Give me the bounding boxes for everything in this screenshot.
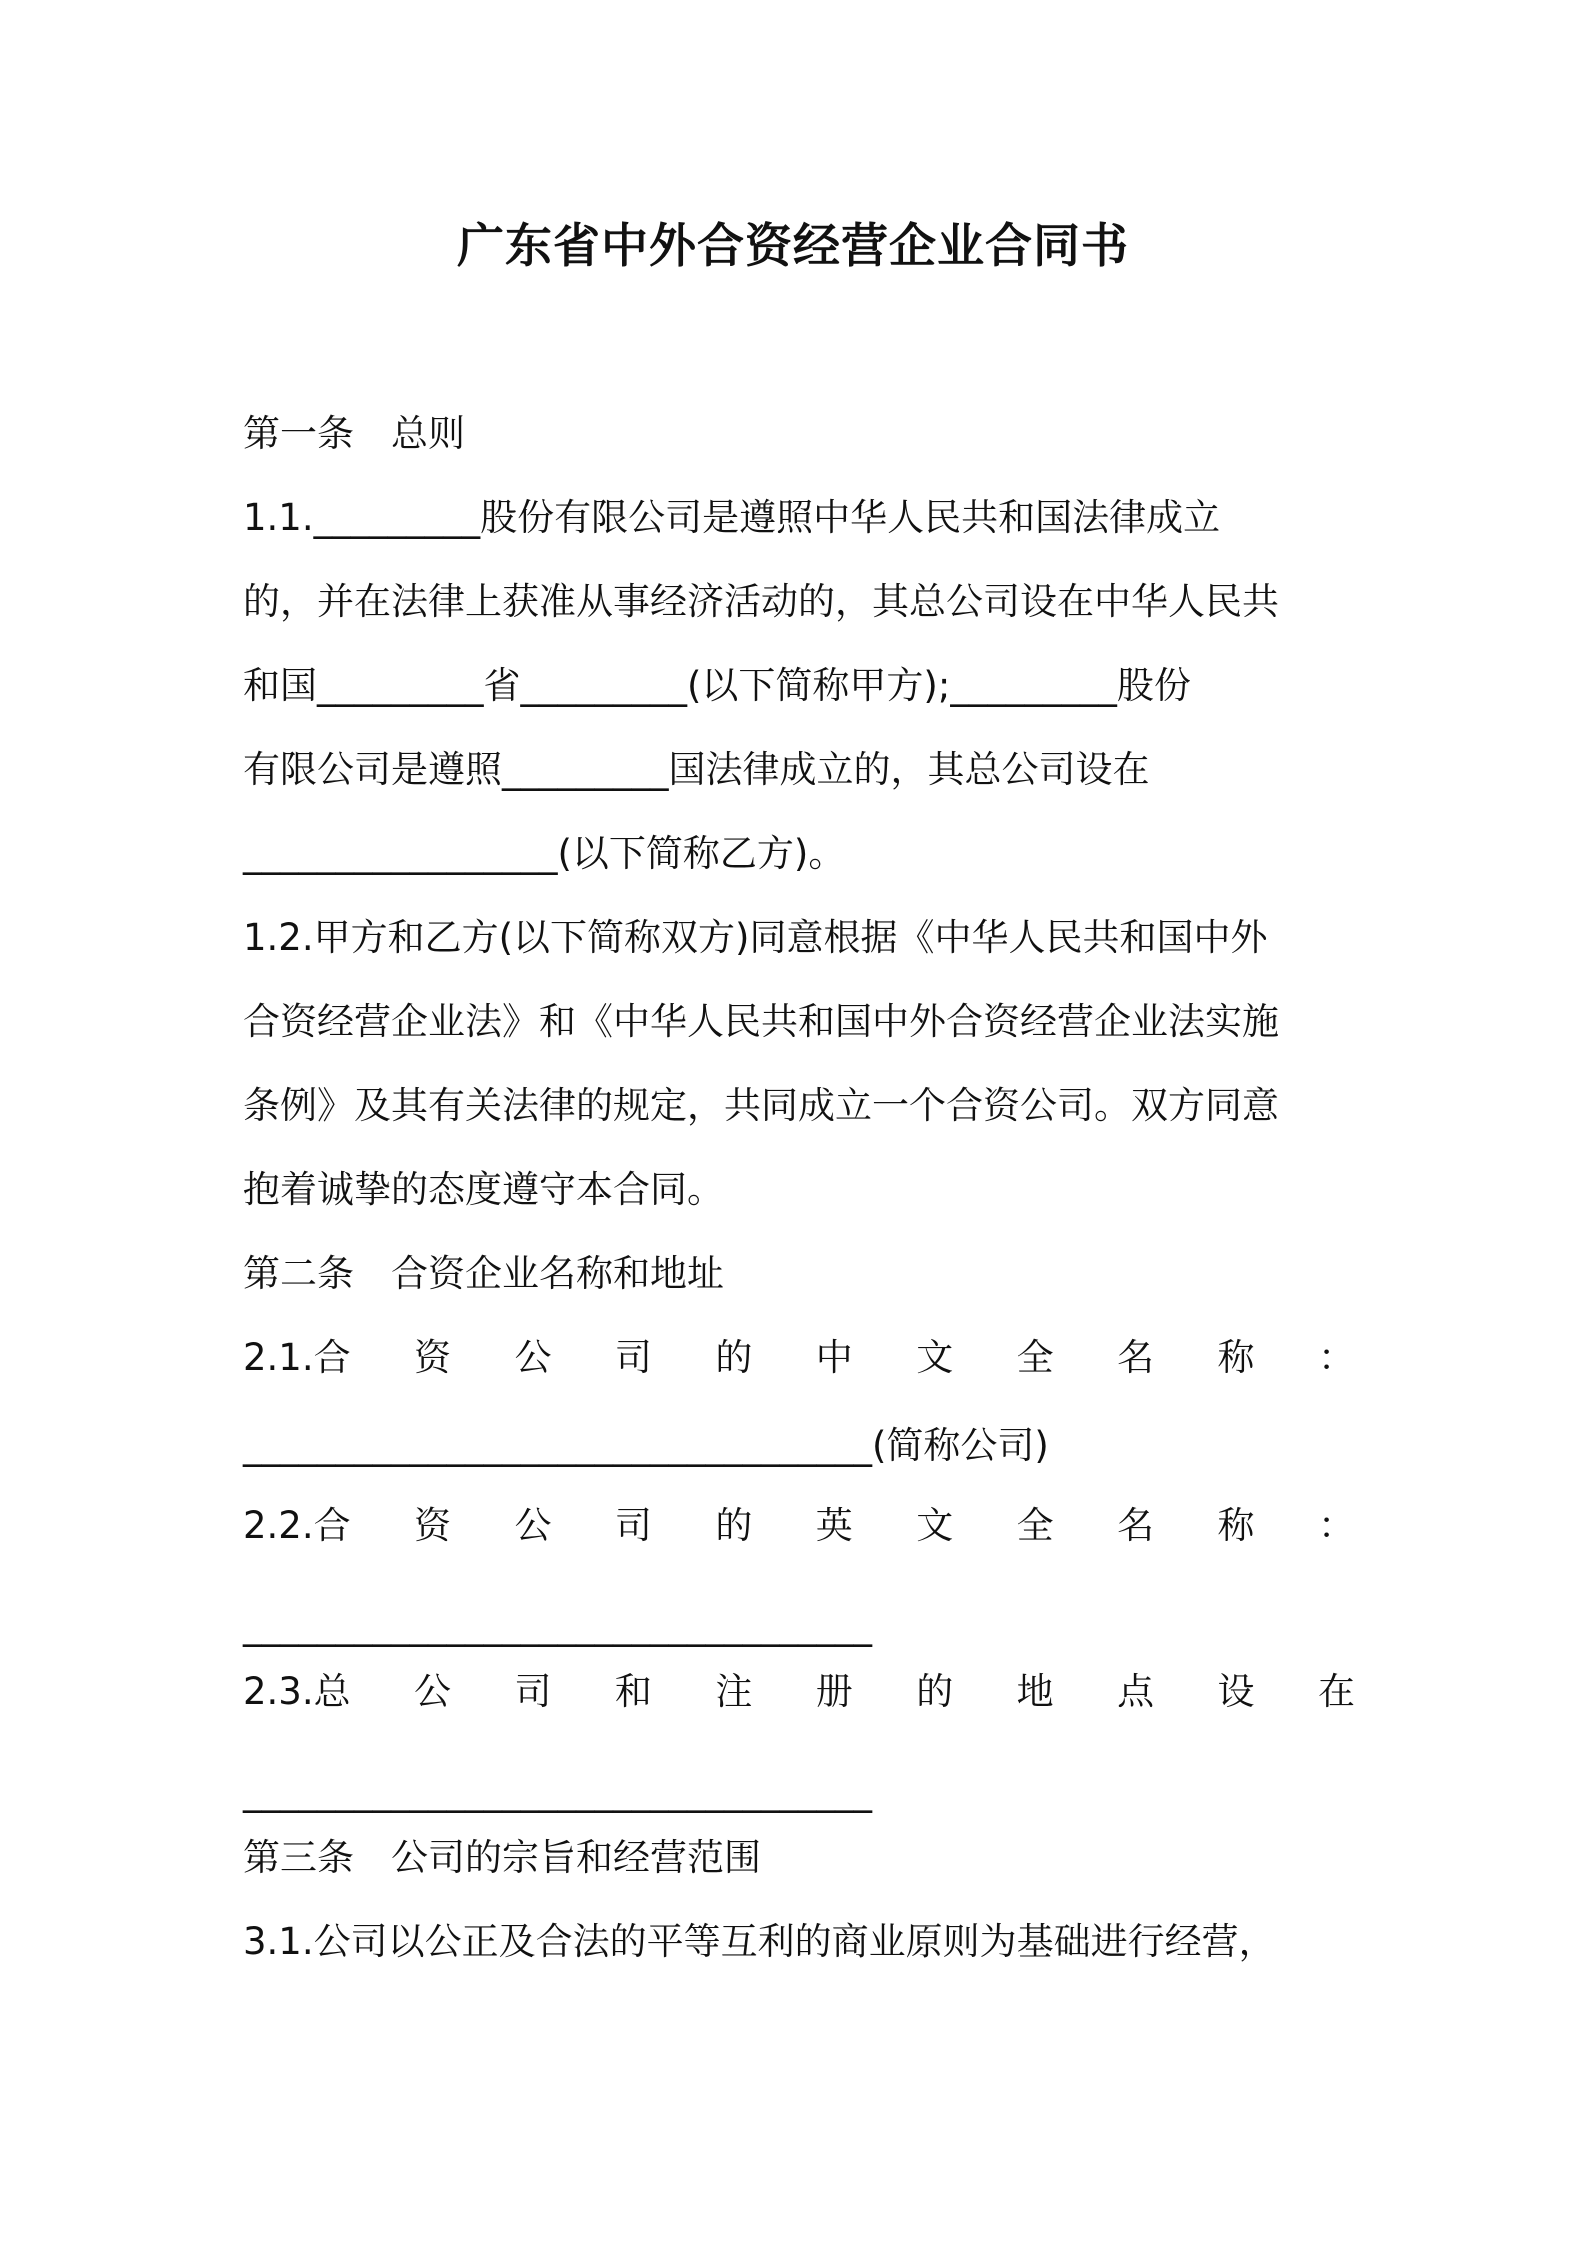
article-3-heading: 第三条 公司的宗旨和经营范围 (243, 1836, 761, 1879)
clause-1-2-line-4: 抱着诚挚的态度遵守本合同。 (243, 1168, 724, 1211)
word: 公 (514, 1504, 552, 1547)
word: 的 (715, 1336, 753, 1379)
word: 的 (715, 1504, 753, 1547)
word: 司 (614, 1336, 652, 1379)
clause-2-2-label (243, 1490, 1355, 1562)
word: 名 (1117, 1504, 1155, 1547)
word: 称 (1217, 1336, 1255, 1379)
word: 2.1.合 (243, 1336, 351, 1379)
word: 资 (414, 1336, 452, 1379)
word: 点 (1117, 1670, 1155, 1713)
clause-2-1-blank: __________________________________(简称公司) (243, 1424, 1049, 1467)
word: 司 (614, 1504, 652, 1547)
word: 的 (916, 1670, 954, 1713)
document-title: 广东省中外合资经营企业合同书 (457, 219, 1129, 274)
word: ： (1317, 1504, 1355, 1547)
clause-1-2-line-2: 合资经营企业法》和《中华人民共和国中外合资经营企业法实施 (243, 1000, 1279, 1043)
word: 和 (614, 1670, 652, 1713)
word: 公 (414, 1670, 452, 1713)
clause-1-1-line-3: 和国_________省_________(以下简称甲方);_________股份 (243, 664, 1191, 707)
word: 名 (1117, 1336, 1155, 1379)
word: 全 (1016, 1336, 1054, 1379)
word: 在 (1317, 1670, 1355, 1713)
clause-1-1-line-5: _________________(以下简称乙方)。 (243, 832, 846, 875)
clause-2-3-blank: __________________________________ (243, 1770, 872, 1813)
clause-3-1-line-1: 3.1.公司以公正及合法的平等互利的商业原则为基础进行经营， (243, 1920, 1276, 1963)
clause-1-2-line-3: 条例》及其有关法律的规定，共同成立一个合资公司。双方同意 (243, 1084, 1279, 1127)
article-2-heading: 第二条 合资企业名称和地址 (243, 1252, 724, 1295)
word: 中 (815, 1336, 853, 1379)
word: 英 (815, 1504, 853, 1547)
word: 公 (514, 1336, 552, 1379)
word: 资 (414, 1504, 452, 1547)
word: 地 (1016, 1670, 1054, 1713)
clause-1-1-line-4: 有限公司是遵照_________国法律成立的，其总公司设在 (243, 748, 1150, 791)
clause-2-2-blank: __________________________________ (243, 1604, 872, 1647)
word: 设 (1217, 1670, 1255, 1713)
article-1-heading: 第一条 总则 (243, 412, 465, 455)
word: 文 (916, 1504, 954, 1547)
word: 全 (1016, 1504, 1054, 1547)
clause-1-1-line-1: 1.1._________股份有限公司是遵照中华人民共和国法律成立 (243, 496, 1221, 539)
word: 册 (815, 1670, 853, 1713)
word: 注 (715, 1670, 753, 1713)
clause-1-2-line-1: 1.2.甲方和乙方(以下简称双方)同意根据《中华人民共和国中外 (243, 916, 1268, 959)
clause-2-1-label (243, 1322, 1355, 1394)
word: 司 (514, 1670, 552, 1713)
word: 称 (1217, 1504, 1255, 1547)
word: 2.2.合 (243, 1504, 351, 1547)
word: 文 (916, 1336, 954, 1379)
word: ： (1317, 1336, 1355, 1379)
word: 2.3.总 (243, 1670, 351, 1713)
clause-2-3-label (243, 1656, 1355, 1728)
clause-1-1-line-2: 的，并在法律上获准从事经济活动的，其总公司设在中华人民共 (243, 580, 1279, 623)
